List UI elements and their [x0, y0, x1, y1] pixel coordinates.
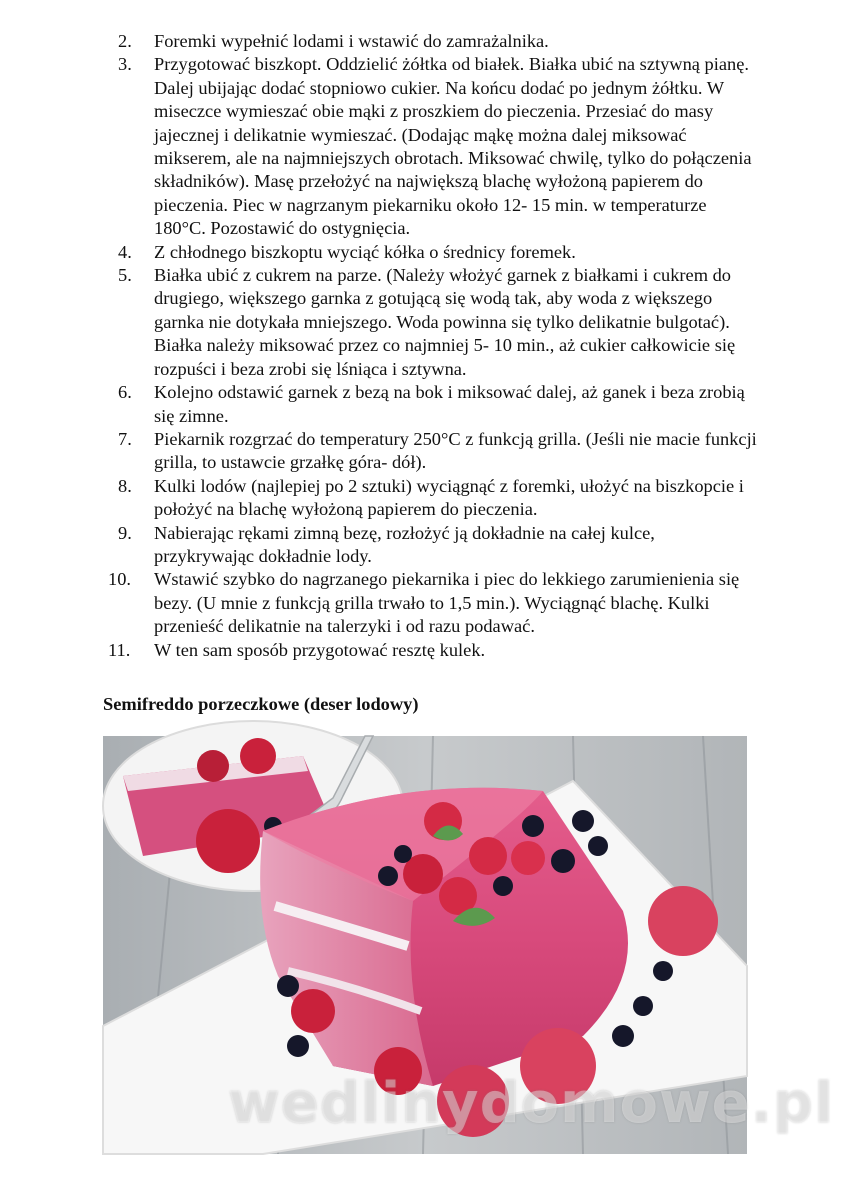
step-number: 6.: [118, 382, 132, 403]
recipe-steps: [108, 30, 758, 662]
recipe-step: [118, 428, 758, 475]
blueberry: [378, 866, 398, 886]
recipe-step: [118, 381, 758, 428]
blueberry: [287, 1035, 309, 1057]
recipe-title: Semifreddo porzeczkowe (deser lodowy): [103, 694, 419, 714]
step-number: 8.: [118, 475, 132, 496]
recipe-step: [118, 264, 758, 381]
step-text: W ten sam sposób przygotować resztę kulek.: [154, 639, 486, 660]
blueberry: [493, 876, 513, 896]
raspberry: [291, 989, 335, 1033]
step-text: Piekarnik rozgrzać do temperatury 250°C z funkcją grilla. (Jeśli nie macie funkcji grilla, to ustawcie grzałkę góra- dół).: [154, 428, 757, 473]
step-text: Z chłodnego biszkoptu wyciąć kółka o średnicy foremek.: [154, 241, 576, 262]
blueberry: [653, 961, 673, 981]
step-text: Kolejno odstawić garnek z bezą na bok i miksować dalej, aż ganek i beza zrobią się zimne.: [154, 382, 745, 426]
blueberry: [551, 849, 575, 873]
raspberry: [196, 809, 260, 873]
step-number: 9.: [118, 522, 132, 543]
blueberry: [522, 815, 544, 837]
blueberry: [612, 1025, 634, 1047]
step-text: Przygotować biszkopt. Oddzielić żółtka od białek. Białka ubić na sztywną pianę. Dalej ubijając dodać stopniowo cukier. Na końcu dodać po jednym żółtku. W miseczce wymieszać obie mąki z proszkiem do pieczenia. Przesiać do masy jajecznej i delikatnie wymieszać. (Dodając mąkę można dalej miksować mikserem, ale na najmniejszych obrotach. Miksować chwilę, tylko do połączenia składników). Masę przełożyć na największą blachę wyłożoną papierem do pieczenia. Piec w nagrzanym piekarniku około 12- 15 min. w temperaturze 180°C. Pozostawić do ostygnięcia.: [154, 54, 752, 239]
step-number: 3.: [118, 54, 132, 75]
recipe-step: [118, 241, 758, 264]
step-text: Nabierając rękami zimną bezę, rozłożyć ją dokładnie na całej kulce, przykrywając dokładnie lody.: [154, 522, 655, 566]
blueberry: [277, 975, 299, 997]
raspberry: [240, 738, 276, 774]
raspberry: [197, 750, 229, 782]
recipe-step: [118, 475, 758, 522]
step-number: 10.: [108, 569, 131, 590]
step-number: 2.: [118, 31, 132, 51]
blueberry: [633, 996, 653, 1016]
recipe-step: [118, 53, 758, 240]
recipe-step: [108, 639, 758, 662]
recipe-step: [108, 568, 758, 638]
step-text: Białka ubić z cukrem na parze. (Należy włożyć garnek z białkami i cukrem do drugiego, większego garnka z gotującą się wodą tak, aby woda z większego garnka nie dotykała mniejszego. Woda powinna się tylko delikatnie bulgotać). Białka należy miksować przez co najmniej 5- 10 min., aż cukier całkowicie się rozpuści i beza zrobi się lśniąca i sztywna.: [154, 265, 736, 379]
watermark: wedlinydomowe.pl: [228, 1071, 835, 1136]
raspberry: [469, 837, 507, 875]
blueberry: [588, 836, 608, 856]
step-number: 5.: [118, 265, 132, 286]
step-number: 11.: [108, 639, 131, 660]
raspberry: [511, 841, 545, 875]
dessert-photo: [103, 736, 835, 1154]
step-text: Wstawić szybko do nagrzanego piekarnika i piec do lekkiego zarumienienia się bezy. (U mnie z funkcją grilla trwało to 1,5 min.). Wyciągnąć blachę. Kulki przenieść delikatnie na talerzyki i od razu podawać.: [154, 569, 740, 637]
recipe-step: [118, 522, 758, 569]
step-text: Foremki wypełnić lodami i wstawić do zamrażalnika.: [154, 31, 549, 51]
step-number: 7.: [118, 428, 132, 449]
recipe-step: [118, 30, 758, 53]
step-number: 4.: [118, 241, 132, 262]
frosted-raspberry: [648, 886, 718, 956]
blueberry: [572, 810, 594, 832]
blueberry: [394, 845, 412, 863]
step-text: Kulki lodów (najlepiej po 2 sztuki) wyciągnąć z foremki, ułożyć na biszkopcie i położyć na blachę wyłożoną papierem do pieczenia.: [154, 475, 744, 520]
